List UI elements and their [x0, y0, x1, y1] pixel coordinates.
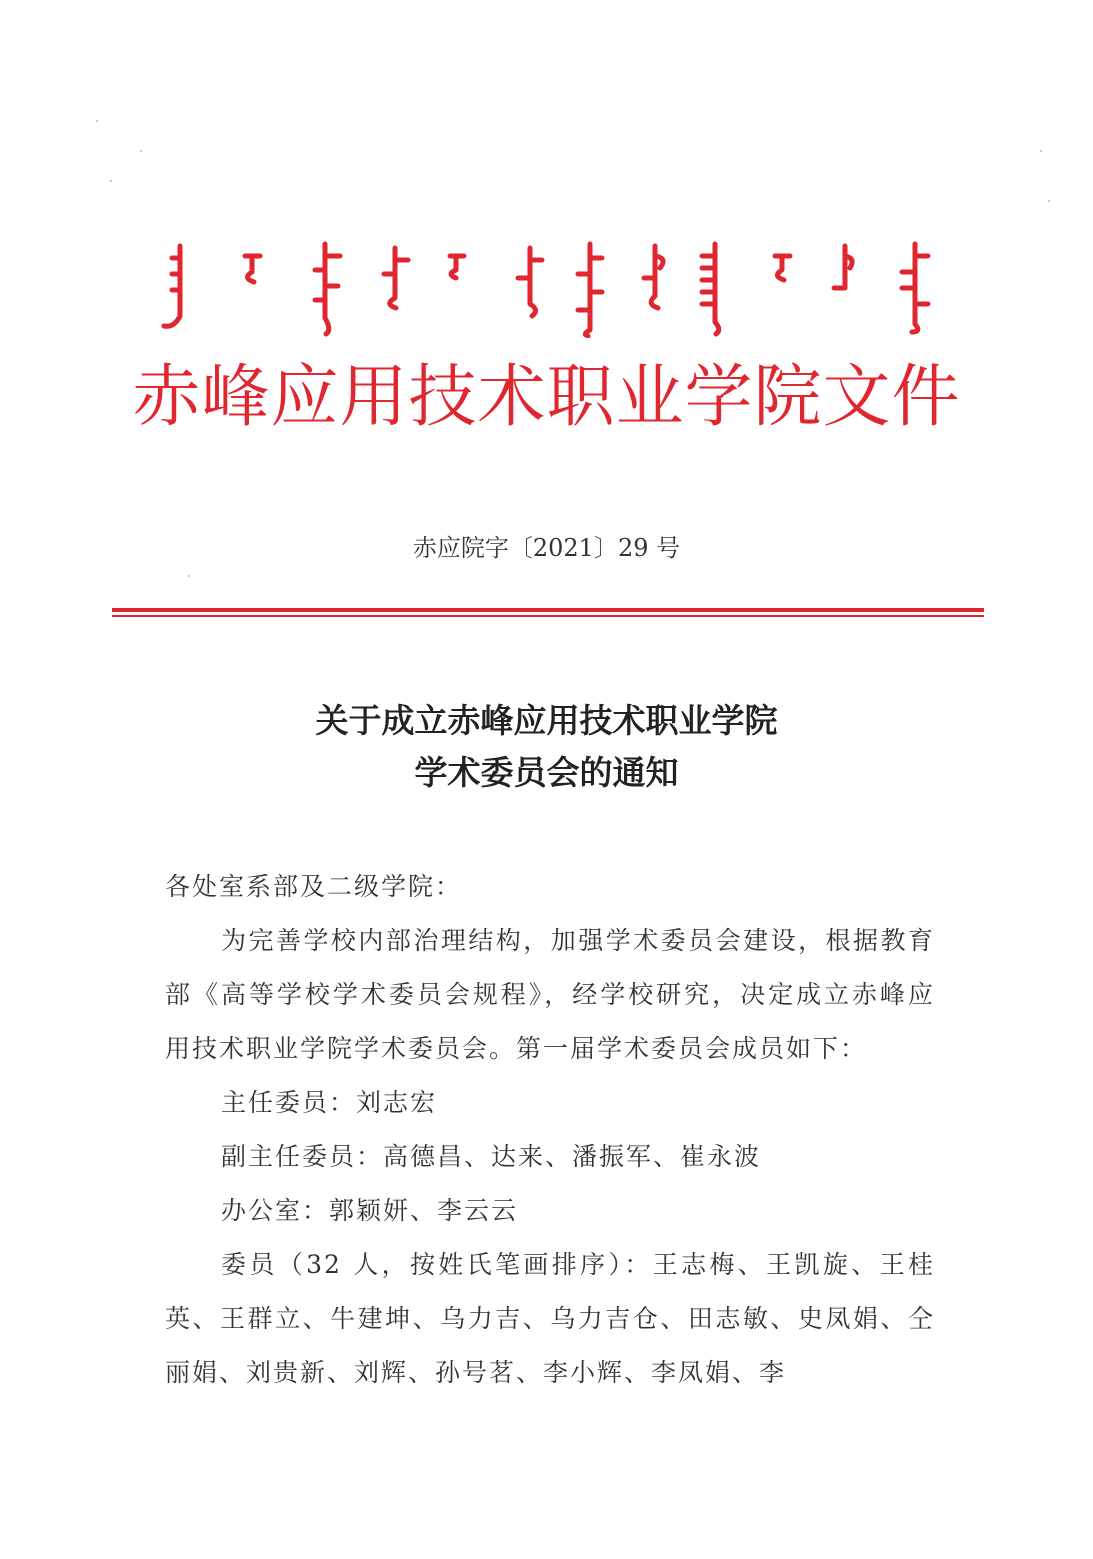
document-header-title: 赤峰应用技术职业学院文件: [132, 358, 961, 437]
director-line: 主任委员：刘志宏: [221, 1088, 438, 1117]
scan-speck: [140, 150, 142, 152]
salutation: 各处室系部及二级学院：: [165, 872, 463, 901]
red-separator-thin: [112, 615, 984, 617]
scan-speck: [96, 120, 98, 122]
mongolian-script-header: [150, 238, 950, 338]
notice-title-line1: 关于成立赤峰应用技术职业学院: [315, 701, 778, 740]
red-separator-line: [112, 608, 984, 620]
office-line: 办公室：郭颖妍、李云云: [221, 1196, 519, 1225]
scan-speck: [188, 575, 190, 577]
mongolian-script-glyphs: [150, 238, 950, 338]
scan-speck: [1040, 150, 1042, 152]
document-number: 赤应院字〔2021〕29 号: [412, 534, 681, 562]
scan-speck: [110, 180, 112, 182]
body-paragraph: 为完善学校内部治理结构，加强学术委员会建设，根据教育部《高等学校学术委员会规程》，经学校研究，决定成立赤峰应用技术职业学院学术委员会。第一届学术委员会成员如下：: [165, 926, 935, 1063]
members-line: 委员（32 人，按姓氏笔画排序）：王志梅、王凯旋、王桂英、王群立、牛建坤、乌力吉、乌力吉仓、田志敏、史凤娟、仝丽娟、刘贵新、刘辉、孙号茗、李小辉、李凤娟、李: [165, 1250, 935, 1387]
notice-body: [165, 860, 935, 1400]
red-separator-thick: [112, 608, 984, 612]
notice-title: [0, 695, 1093, 799]
vice-directors-line: 副主任委员：高德昌、达来、潘振军、崔永波: [221, 1142, 762, 1171]
notice-title-line2: 学术委员会的通知: [414, 753, 679, 792]
scan-speck: [1048, 200, 1050, 202]
